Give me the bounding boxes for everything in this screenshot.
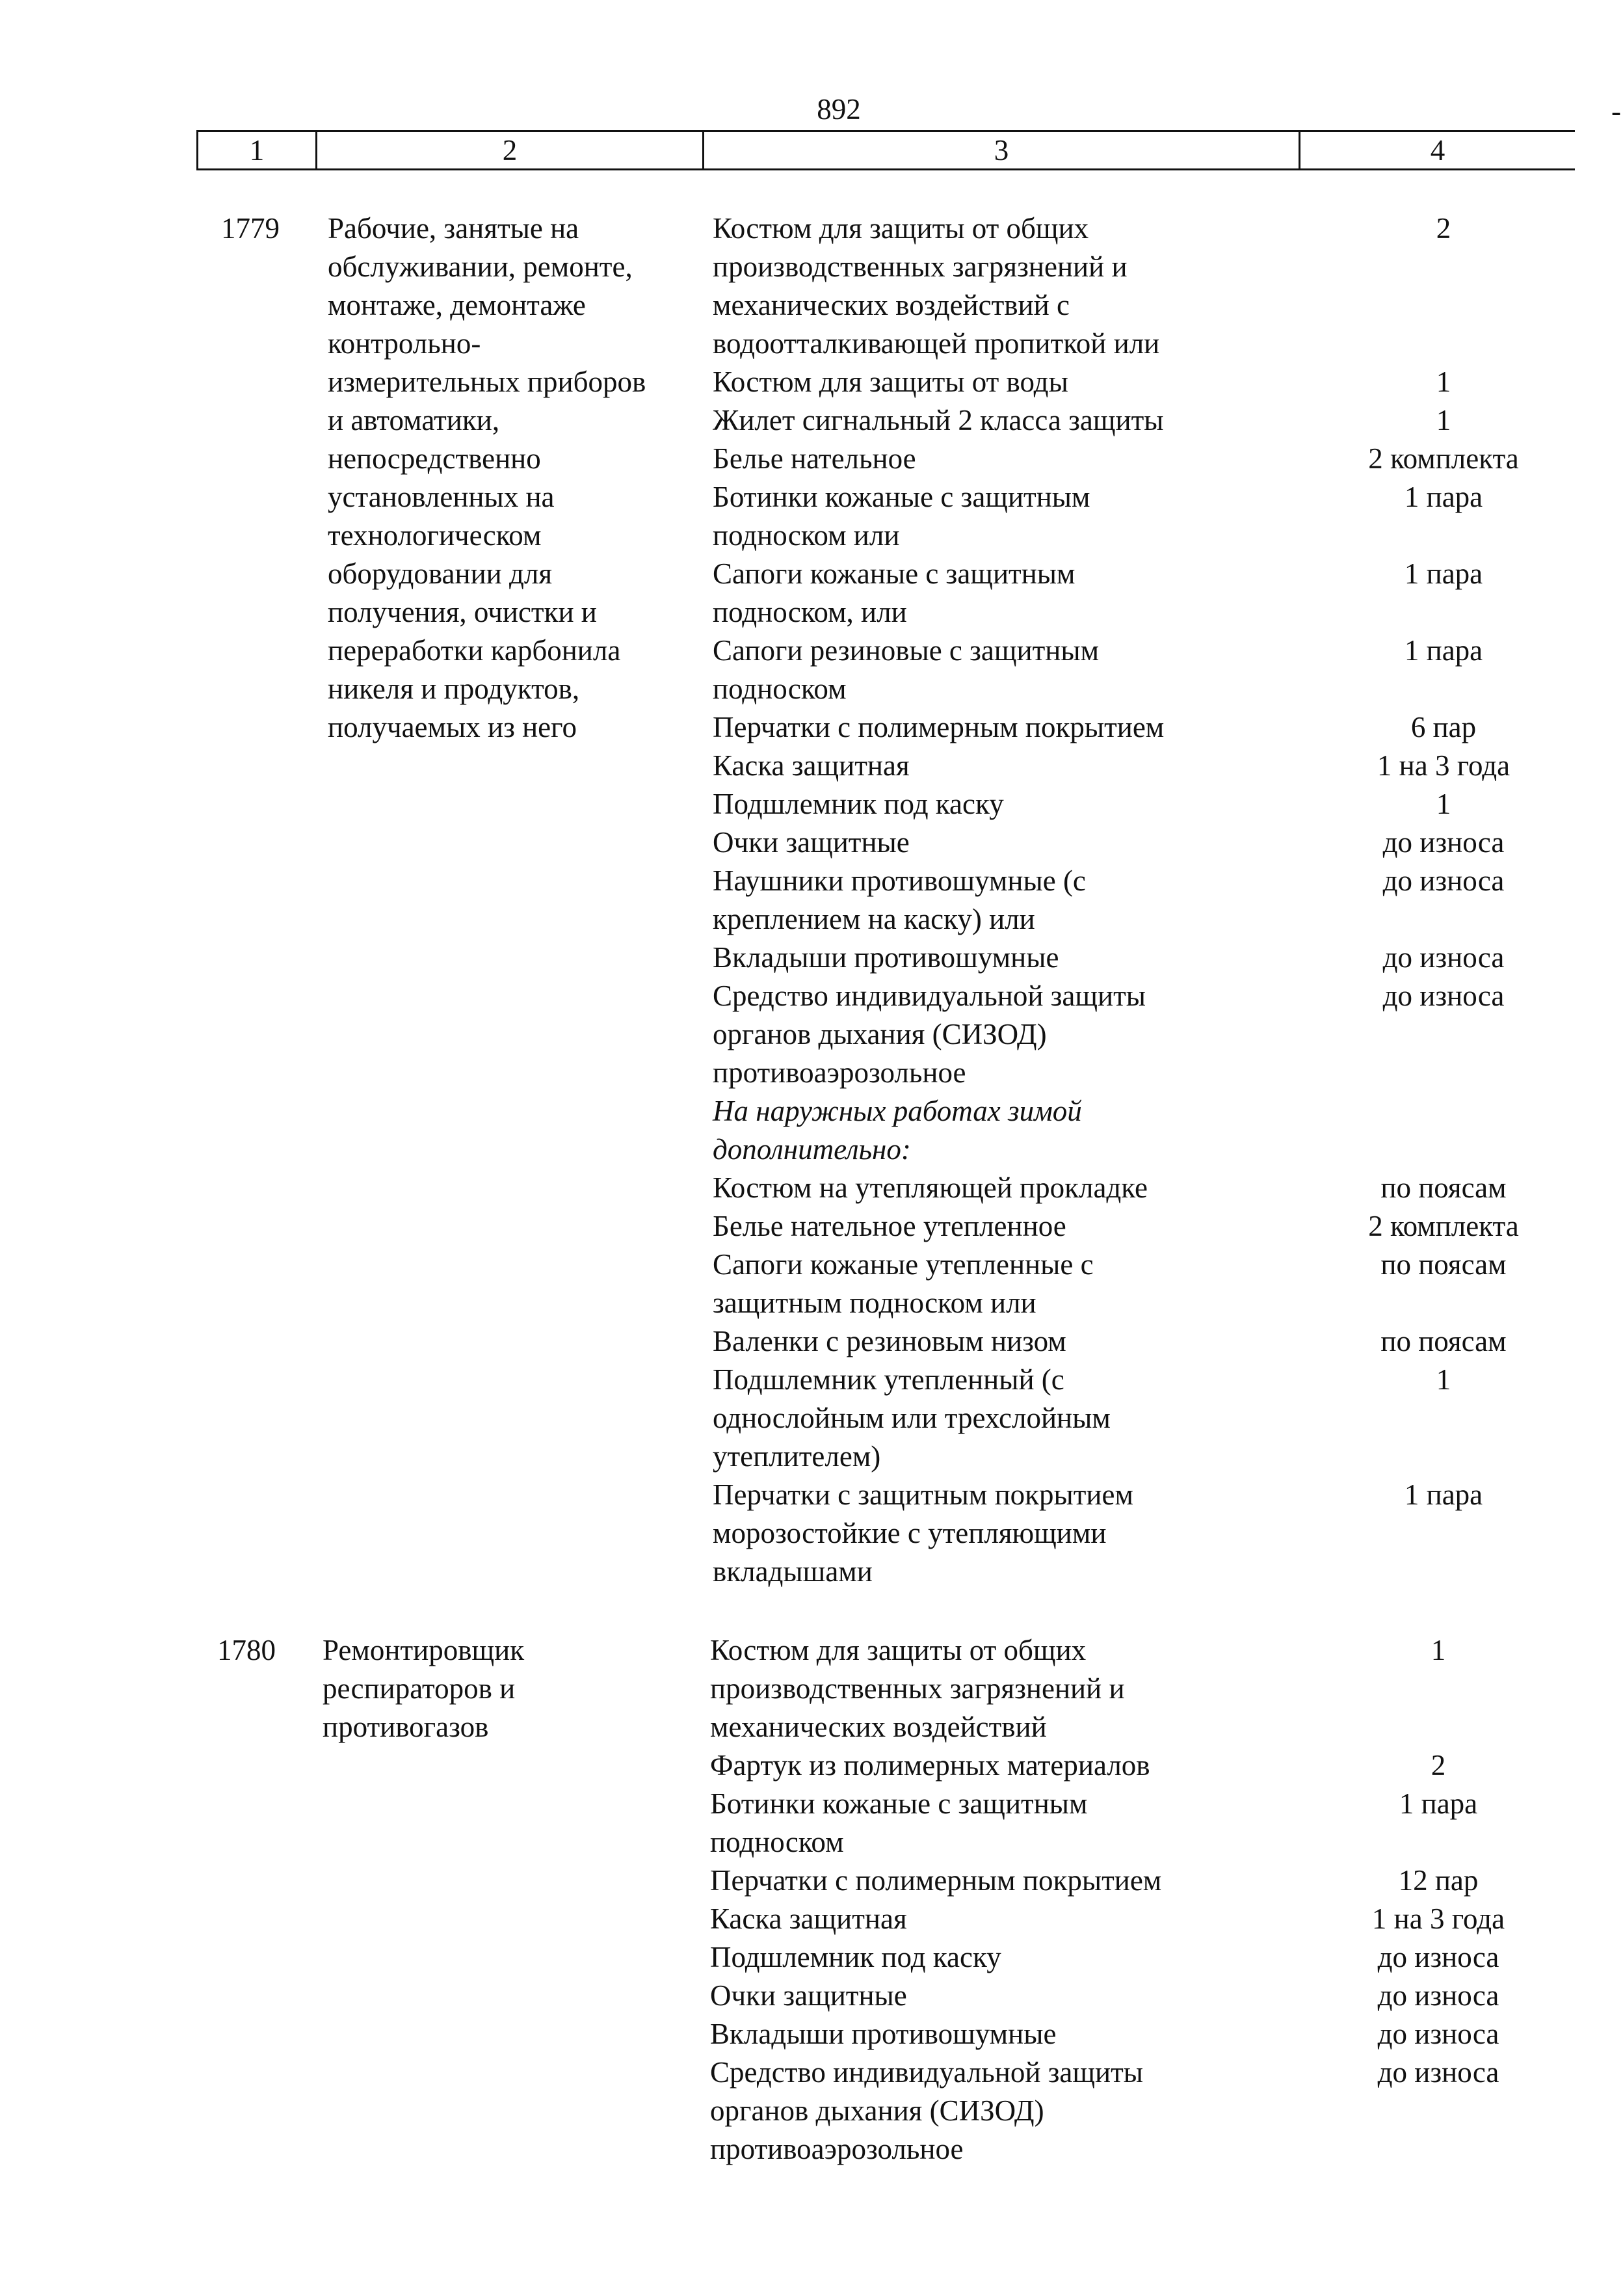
item-qty: 2 bbox=[1436, 212, 1451, 245]
item-qty: 1 bbox=[1436, 788, 1451, 820]
item-qty: 2 комплекта bbox=[1368, 442, 1519, 475]
item-name: Ботинки кожаные с защитным подноском или bbox=[713, 481, 1090, 552]
header-row bbox=[198, 131, 1576, 170]
item-name: Очки защитные bbox=[710, 1979, 907, 2012]
item-qty: до износа bbox=[1377, 1979, 1499, 2012]
item-name: Костюм для защиты от общих производственных загрязнений и механических воздействий bbox=[710, 1634, 1125, 1743]
item-name: Перчатки с защитным покрытием морозостойкие с утепляющими вкладышами bbox=[713, 1478, 1133, 1588]
item-qty: до износа bbox=[1377, 1941, 1499, 1973]
item-qty: 1 пара bbox=[1404, 634, 1483, 667]
item-name: Сапоги кожаные с защитным подноском, или bbox=[713, 557, 1075, 628]
item-qty: 12 пар bbox=[1398, 1864, 1479, 1897]
section-subheading: На наружных работах зимой дополнительно: bbox=[713, 1095, 1082, 1166]
item-name: Каска защитная bbox=[713, 749, 910, 782]
item-qty: до износа bbox=[1382, 980, 1505, 1012]
item-qty: по поясам bbox=[1380, 1325, 1507, 1357]
item-qty: 1 на 3 года bbox=[1371, 1902, 1505, 1935]
item-qty: 6 пар bbox=[1410, 711, 1477, 743]
item-name: Костюм на утепляющей прокладке bbox=[713, 1171, 1148, 1204]
edge-dash: - bbox=[1611, 95, 1621, 127]
item-name: Сапоги кожаные утепленные с защитным подноском или bbox=[713, 1248, 1094, 1319]
item-name: Сапоги резиновые с защитным подноском bbox=[713, 634, 1100, 705]
item-name: Вкладыши противошумные bbox=[713, 941, 1059, 974]
item-name: Костюм для защиты от воды bbox=[713, 366, 1068, 398]
column-header-table bbox=[196, 130, 1575, 170]
item-qty: 1 пара bbox=[1404, 557, 1483, 590]
item-qty: 1 bbox=[1431, 1634, 1446, 1666]
profession-text: Рабочие, занятые на обслуживании, ремонте, монтаже, демонтаже контрольно- измерительных приборов и автоматики, непосредственно установленных на технологическом оборудовании для получения, очистки и переработки карбонила никеля и продуктов, получаемых из него bbox=[328, 212, 646, 743]
header-col-4: 4 bbox=[1300, 131, 1576, 170]
item-name: Белье нательное утепленное bbox=[713, 1210, 1066, 1242]
item-name: Подшлемник под каску bbox=[710, 1941, 1001, 1973]
item-qty: по поясам bbox=[1380, 1248, 1507, 1281]
item-name: Перчатки с полимерным покрытием bbox=[710, 1864, 1162, 1897]
item-name: Ботинки кожаные с защитным подноском bbox=[710, 1787, 1088, 1858]
item-qty: по поясам bbox=[1380, 1171, 1507, 1204]
item-name: Вкладыши противошумные bbox=[710, 2018, 1057, 2050]
item-qty: 1 пара bbox=[1399, 1787, 1478, 1820]
item-name: Подшлемник под каску bbox=[713, 788, 1004, 820]
item-name: Фартук из полимерных материалов bbox=[710, 1749, 1150, 1782]
item-qty: 2 комплекта bbox=[1368, 1210, 1519, 1242]
header-col-2: 2 bbox=[317, 131, 704, 170]
item-qty: 1 bbox=[1436, 404, 1451, 436]
item-name: Очки защитные bbox=[713, 826, 910, 859]
item-qty: до износа bbox=[1382, 941, 1505, 974]
item-name: Белье нательное bbox=[713, 442, 916, 475]
profession-text: Ремонтировщик респираторов и противогазов bbox=[323, 1634, 525, 1743]
item-name: Наушники противошумные (с креплением на каску) или bbox=[713, 864, 1086, 935]
header-col-1: 1 bbox=[198, 131, 317, 170]
item-qty: до износа bbox=[1377, 2056, 1499, 2089]
entry-number: 1779 bbox=[221, 212, 280, 245]
item-name: Каска защитная bbox=[710, 1902, 907, 1935]
item-qty: 1 bbox=[1436, 1363, 1451, 1396]
item-qty: 1 пара bbox=[1404, 1478, 1483, 1511]
item-name: Жилет сигнальный 2 класса защиты bbox=[713, 404, 1164, 436]
item-name: Костюм для защиты от общих производственных загрязнений и механических воздействий с водоотталкивающей пропиткой или bbox=[713, 212, 1160, 360]
item-name: Валенки с резиновым низом bbox=[713, 1325, 1066, 1357]
item-qty: до износа bbox=[1382, 826, 1505, 859]
item-qty: до износа bbox=[1382, 864, 1505, 897]
entry-number: 1780 bbox=[217, 1634, 276, 1666]
item-name: Средство индивидуальной защиты органов дыхания (СИЗОД) противоаэрозольное bbox=[710, 2056, 1144, 2165]
item-qty: до износа bbox=[1377, 2018, 1499, 2050]
item-name: Перчатки с полимерным покрытием bbox=[713, 711, 1165, 743]
item-name: Подшлемник утепленный (с однослойным или трехслойным утеплителем) bbox=[713, 1363, 1111, 1473]
header-col-3: 3 bbox=[704, 131, 1300, 170]
item-qty: 1 bbox=[1436, 366, 1451, 398]
item-qty: 1 на 3 года bbox=[1377, 749, 1511, 782]
item-name: Средство индивидуальной защиты органов дыхания (СИЗОД) противоаэрозольное bbox=[713, 980, 1146, 1089]
item-qty: 1 пара bbox=[1404, 481, 1483, 513]
page-number: 892 bbox=[817, 93, 861, 126]
item-qty: 2 bbox=[1431, 1749, 1446, 1782]
